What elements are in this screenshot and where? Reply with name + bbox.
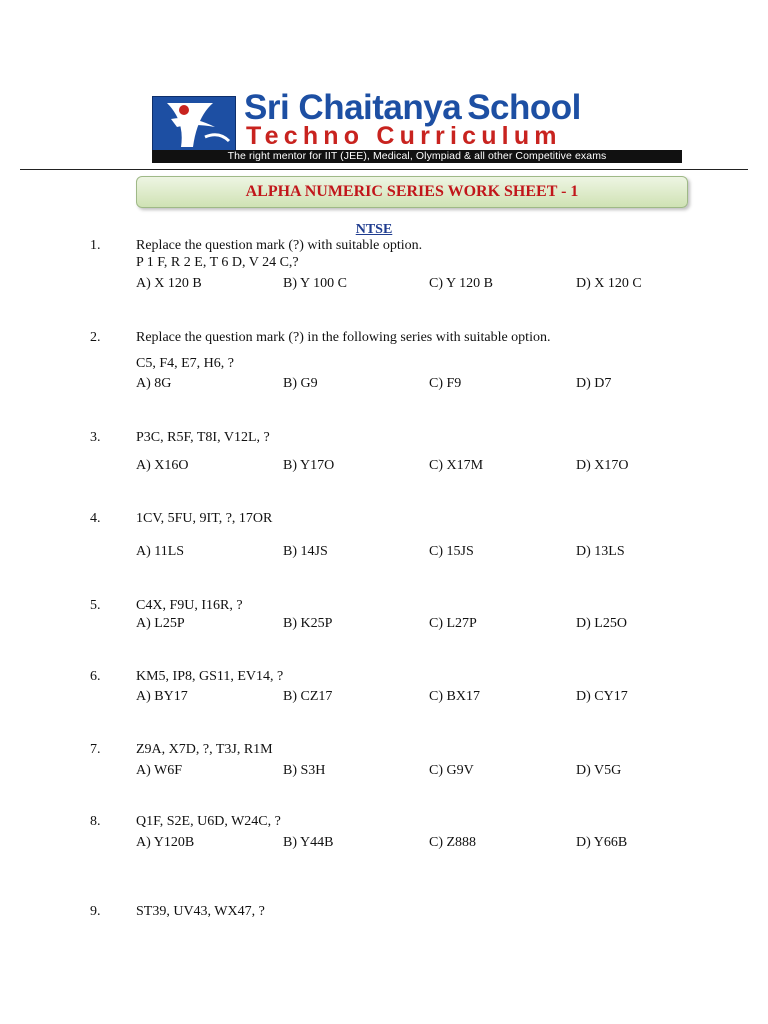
option-c: C) X17M xyxy=(429,458,484,473)
option-c: C) L27P xyxy=(429,616,477,631)
option-d: D) V5G xyxy=(576,763,622,778)
question-number: 2. xyxy=(90,330,101,345)
brand-name-text: Sri Chaitanya xyxy=(244,88,462,127)
option-d: D) X 120 C xyxy=(576,276,642,291)
brand-school-text: School xyxy=(467,88,581,127)
option-a: A) Y120B xyxy=(136,835,195,850)
question-text: Replace the question mark (?) in the following series with suitable option. xyxy=(136,330,551,345)
option-a: A) BY17 xyxy=(136,689,188,704)
option-d: D) D7 xyxy=(576,376,612,391)
option-b: B) S3H xyxy=(283,763,326,778)
question-number: 4. xyxy=(90,511,101,526)
option-d: D) L25O xyxy=(576,616,627,631)
worksheet-title: ALPHA NUMERIC SERIES WORK SHEET - 1 xyxy=(136,176,688,208)
option-b: B) 14JS xyxy=(283,544,328,559)
option-d: D) CY17 xyxy=(576,689,628,704)
question-text: Replace the question mark (?) with suitable option. xyxy=(136,238,423,253)
option-d: D) Y66B xyxy=(576,835,628,850)
option-b: B) Y44B xyxy=(283,835,334,850)
question-number: 5. xyxy=(90,598,101,613)
option-c: C) F9 xyxy=(429,376,462,391)
question-text: P3C, R5F, T8I, V12L, ? xyxy=(136,430,270,445)
option-b: B) Y 100 C xyxy=(283,276,347,291)
question-number: 3. xyxy=(90,430,101,445)
option-b: B) CZ17 xyxy=(283,689,333,704)
question-text: C4X, F9U, I16R, ? xyxy=(136,598,243,613)
option-c: C) Y 120 B xyxy=(429,276,493,291)
option-d: D) 13LS xyxy=(576,544,625,559)
option-a: A) L25P xyxy=(136,616,185,631)
header-divider xyxy=(20,169,748,170)
option-a: A) W6F xyxy=(136,763,183,778)
brand-tagline: The right mentor for IIT (JEE), Medical, Olympiad & all other Competitive exams xyxy=(152,150,682,163)
option-a: A) X 120 B xyxy=(136,276,202,291)
question-series: C5, F4, E7, H6, ? xyxy=(136,356,234,371)
question-text: Q1F, S2E, U6D, W24C, ? xyxy=(136,814,281,829)
question-number: 6. xyxy=(90,669,101,684)
runner-figure-icon xyxy=(153,97,235,151)
option-c: C) Z888 xyxy=(429,835,477,850)
option-b: B) Y17O xyxy=(283,458,335,473)
option-d: D) X17O xyxy=(576,458,629,473)
option-a: A) 8G xyxy=(136,376,172,391)
option-c: C) G9V xyxy=(429,763,474,778)
brand-subtitle: Techno Curriculum xyxy=(246,122,562,150)
question-number: 1. xyxy=(90,238,101,253)
option-c: C) BX17 xyxy=(429,689,480,704)
option-a: A) 11LS xyxy=(136,544,185,559)
question-text: ST39, UV43, WX47, ? xyxy=(136,904,265,919)
question-text: Z9A, X7D, ?, T3J, R1M xyxy=(136,742,273,757)
option-c: C) 15JS xyxy=(429,544,474,559)
option-b: B) K25P xyxy=(283,616,333,631)
question-series: P 1 F, R 2 E, T 6 D, V 24 C,? xyxy=(136,255,299,270)
question-text: KM5, IP8, GS11, EV14, ? xyxy=(136,669,284,684)
question-number: 8. xyxy=(90,814,101,829)
question-number: 7. xyxy=(90,742,101,757)
question-text: 1CV, 5FU, 9IT, ?, 17OR xyxy=(136,511,273,526)
option-a: A) X16O xyxy=(136,458,189,473)
question-number: 9. xyxy=(90,904,101,919)
section-heading: NTSE xyxy=(355,222,393,237)
option-b: B) G9 xyxy=(283,376,318,391)
school-logo xyxy=(152,96,236,152)
